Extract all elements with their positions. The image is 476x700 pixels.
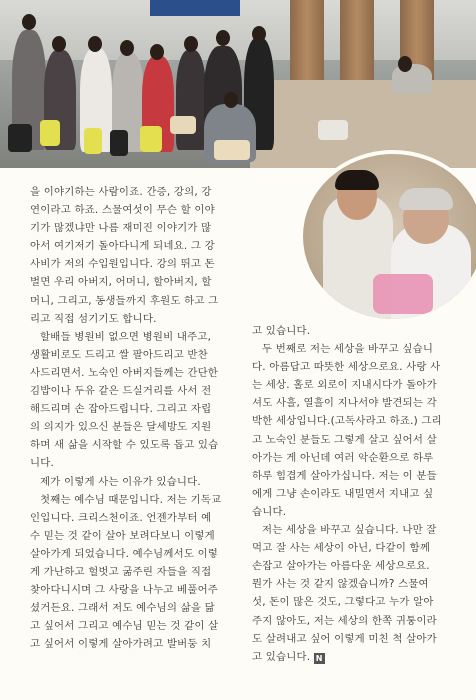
left-para-3: 제가 이렇게 사는 이유가 있습니다.: [40, 475, 201, 488]
text-line: 도 살려내고 싶어 이렇게 미친 척 살아가: [252, 632, 437, 645]
right-column: [252, 322, 448, 666]
text-line: 첫째는 예수님 때문입니다. 저는 기독교: [40, 493, 222, 506]
text-line: 해드리며 손 잡아드립니다. 그리고 자립: [30, 403, 212, 416]
text-line: 고 싶어서 그리고 예수님 믿는 것 같이 살: [30, 620, 219, 633]
text-line: 아가는 게 아닌데 여러 악순환으로 하루: [252, 451, 434, 464]
text-line: 수 믿는 것 같이 살아 보려다보니 이렇게: [30, 529, 215, 542]
text-line: 먹고 잘 사는 세상이 아닌, 다같이 함께: [252, 542, 431, 555]
right-para-2: [252, 340, 448, 521]
text-line: 벌면 우리 아버지, 어머니, 할아버지, 할: [30, 276, 212, 289]
text-line: 손잡고 살아가는 아름다운 세상으로요.: [252, 560, 430, 573]
text-line-end: 고 있습니다.: [252, 650, 311, 663]
text-line: 섯, 돈이 많은 것도, 그렇다고 누가 알아: [252, 596, 434, 609]
text-line: 박한 세상입니다.(고독사라고 하죠.) 그리: [252, 415, 442, 428]
text-line: 는 세상. 홀로 외로이 지내시다가 돌아가: [252, 379, 437, 392]
inset-photo: [299, 150, 476, 323]
group-photo: [0, 0, 476, 168]
left-para-4: [30, 491, 230, 654]
text-line: 생활비로도 드리고 쌀 팔아드리고 반찬: [30, 348, 208, 361]
text-line: 하루 힘겹게 살아가십니다. 저는 이 분들: [252, 469, 437, 482]
text-line: 주지 않아도, 저는 세상의 한쪽 귀퉁이라: [252, 614, 437, 627]
text-line: [252, 648, 448, 666]
right-para-3: [252, 521, 448, 666]
end-of-article-icon: N: [314, 653, 325, 664]
text-line: 연이라고 하죠. 스물여섯이 무슨 할 이야: [30, 204, 215, 217]
text-line: 게 가난하고 헐벗고 굶주린 자들을 직접: [30, 565, 212, 578]
text-line: 기가 많겠냐만 나름 재미진 이야기가 많: [30, 222, 212, 235]
text-line: 두 번째로 저는 세상을 바꾸고 싶습니: [262, 343, 434, 356]
left-para-1: [30, 183, 230, 328]
text-line: 셨거든요. 그래서 저도 예수님의 삶을 닮: [30, 602, 215, 615]
text-line: 의 의지가 있으신 분들은 달세방도 지원: [30, 421, 212, 434]
text-line: 을 이야기하는 사람이죠. 간증, 강의, 강: [30, 186, 212, 198]
text-line: 김밥이나 두유 같은 드실거리를 사서 전: [30, 385, 212, 398]
text-line: 니다.: [30, 457, 54, 470]
text-line: 살아가게 되었습니다. 예수님께서도 이렇: [30, 547, 219, 560]
text-line: 리고 직접 섬기기도 합니다.: [30, 312, 157, 325]
text-line: 에게 그냥 손이라도 내밀면서 지내고 싶: [252, 487, 434, 500]
text-line: 하며 새 삶을 시작할 수 있도록 돕고 있습: [30, 439, 219, 452]
left-para-2: [30, 328, 230, 473]
text-line: 고 노숙인 분들도 그렇게 살고 싶어서 살: [252, 433, 437, 446]
text-line: 할배들 병원비 없으면 병원비 내주고,: [40, 330, 212, 343]
text-line: 뭔가 사는 것 같지 않겠습니까? 스물여: [252, 578, 429, 591]
right-para-1: 고 있습니다.: [252, 325, 311, 337]
text-line: 저는 세상을 바꾸고 싶습니다. 나만 잘: [262, 524, 437, 537]
text-line: 머니, 그리고, 동생들까지 후원도 하고 그: [30, 294, 219, 307]
text-line: 고 싶어서 이렇게 살아가려고 발버둥 치: [30, 638, 212, 651]
text-line: 습니다.: [252, 505, 287, 518]
text-line: 아서 여기저기 돌아다니게 되네요. 그 강: [30, 240, 215, 253]
text-line: 찾아다니시며 그 사랑을 나누고 베풀어주: [30, 584, 219, 597]
left-column: [30, 183, 230, 653]
station-sign: [150, 0, 240, 16]
text-line: 사드리면서. 노숙인 아버지들께는 간단한: [30, 366, 219, 379]
text-line: 인입니다. 크리스천이죠. 언젠가부터 예: [30, 511, 212, 524]
text-line: 다. 아름답고 따뜻한 세상으로요. 사랑 사: [252, 361, 441, 374]
text-line: 사비가 저의 수입원입니다. 강의 뛰고 돈: [30, 258, 215, 271]
text-line: 셔도 사흘, 열흘이 지나서야 발견되는 각: [252, 397, 437, 410]
